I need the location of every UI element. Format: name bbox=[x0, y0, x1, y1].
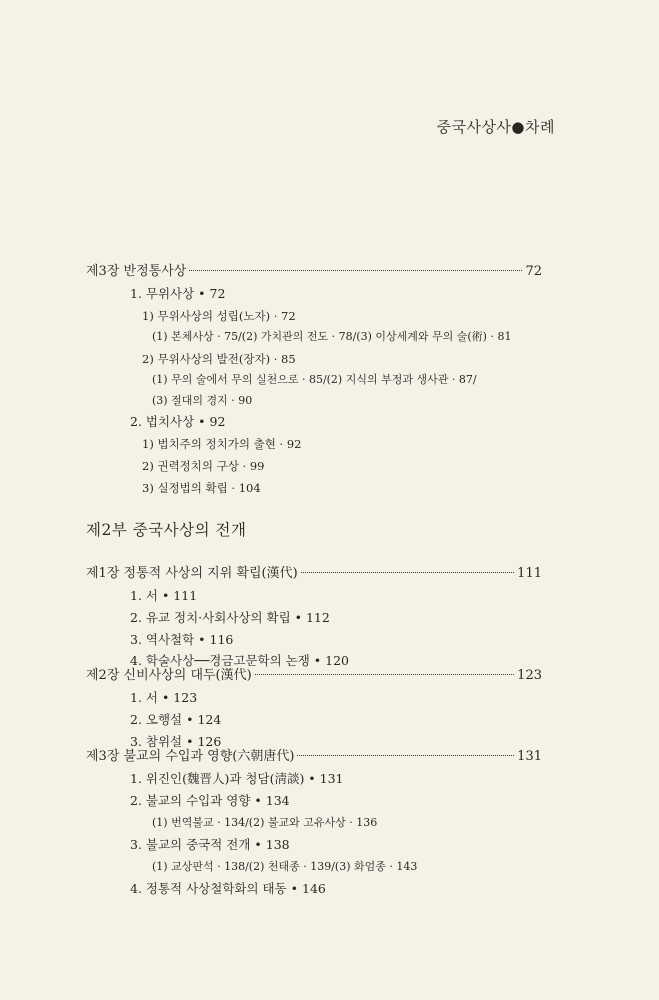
entry-title: 제3장 반정통사상 bbox=[86, 264, 187, 279]
toc-item: 4. 학술사상──경금고문학의 논쟁 • 120 bbox=[130, 653, 350, 668]
toc-item: (1) 본체사상 · 75/(2) 가치관의 전도 · 78/(3) 이상세계와 무의 술(術) · 81 bbox=[152, 330, 512, 343]
toc-item: 1. 위진인(魏晋人)과 청담(淸談) • 131 bbox=[130, 771, 344, 786]
running-head: 중국사상사●차례 bbox=[436, 118, 555, 136]
toc-item: 4. 정통적 사상철학화의 태동 • 146 bbox=[130, 881, 326, 896]
entry-page: 111 bbox=[517, 566, 542, 581]
entry-page: 123 bbox=[517, 668, 542, 683]
toc-entry-ch1 bbox=[86, 565, 542, 583]
toc-entry-ch3-anti-orthodox bbox=[86, 263, 542, 281]
toc-item: 1) 무위사상의 성립(노자) · 72 bbox=[142, 309, 296, 323]
toc-item: 3. 참위설 • 126 bbox=[130, 734, 222, 749]
toc-item: 2) 무위사상의 발전(장자) · 85 bbox=[142, 352, 296, 366]
toc-item: (1) 교상판석 · 138/(2) 천태종 · 139/(3) 화엄종 · 143 bbox=[152, 860, 418, 873]
toc-item: 2. 법치사상 • 92 bbox=[130, 414, 226, 429]
leader-dots bbox=[189, 270, 522, 271]
toc-item: (3) 절대의 경지 · 90 bbox=[152, 394, 253, 407]
entry-title: 제1장 정통적 사상의 지위 확립(漢代) bbox=[86, 566, 298, 581]
toc-item: 2. 유교 정치·사회사상의 확립 • 112 bbox=[130, 610, 330, 625]
toc-item: (1) 번역불교 · 134/(2) 불교와 고유사상 · 136 bbox=[152, 816, 378, 829]
toc-item: 1. 서 • 111 bbox=[130, 588, 198, 603]
entry-page: 131 bbox=[517, 749, 542, 764]
entry-title: 제3장 불교의 수입과 영향(六朝唐代) bbox=[86, 749, 295, 764]
leader-dots bbox=[255, 674, 514, 675]
toc-item: 2) 권력정치의 구상 · 99 bbox=[142, 459, 265, 473]
entry-title: 제2장 신비사상의 대두(漢代) bbox=[86, 668, 252, 683]
toc-item: 1) 법치주의 정치가의 출현 · 92 bbox=[142, 437, 302, 451]
toc-item: 1. 무위사상 • 72 bbox=[130, 286, 226, 301]
toc-item: 3) 실정법의 확립 · 104 bbox=[142, 481, 261, 495]
toc-item: 3. 역사철학 • 116 bbox=[130, 632, 234, 647]
toc-item: (1) 무의 술에서 무의 실천으로 · 85/(2) 지식의 부정과 생사관 · 87/ bbox=[152, 373, 477, 386]
toc-item: 3. 불교의 중국적 전개 • 138 bbox=[130, 837, 290, 852]
toc-entry-ch2 bbox=[86, 667, 542, 685]
entry-page: 72 bbox=[525, 264, 542, 279]
toc-item: 2. 오행설 • 124 bbox=[130, 712, 222, 727]
toc-item: 2. 불교의 수입과 영향 • 134 bbox=[130, 793, 290, 808]
leader-dots bbox=[297, 755, 514, 756]
leader-dots bbox=[301, 572, 515, 573]
toc-entry-ch3-buddhism bbox=[86, 748, 542, 766]
toc-item: 1. 서 • 123 bbox=[130, 690, 198, 705]
part-title: 제2부 중국사상의 전개 bbox=[86, 521, 247, 539]
